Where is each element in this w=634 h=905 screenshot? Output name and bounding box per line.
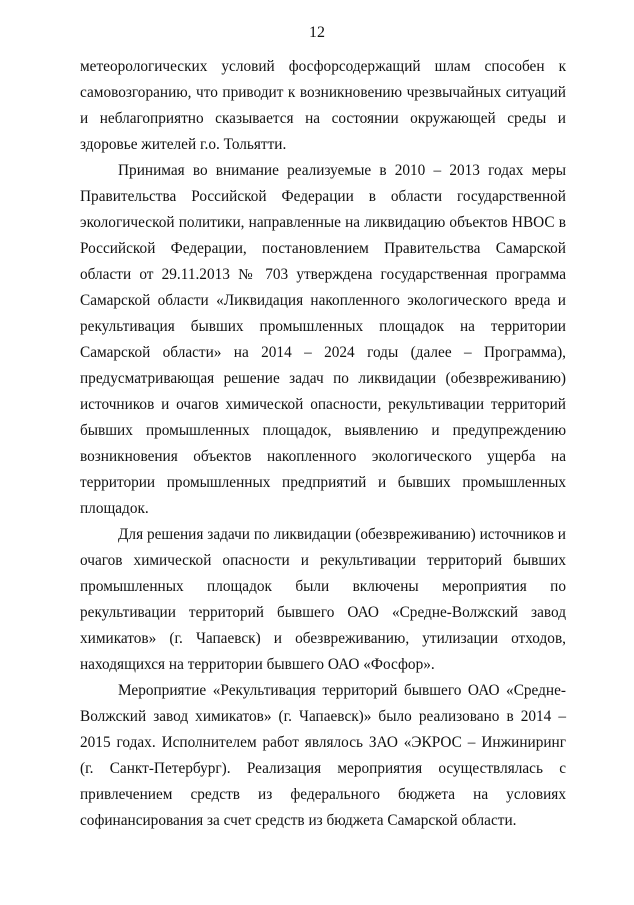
paragraph-program-approval: Принимая во внимание реализуемые в 2010 – 2013 годах меры Правительства Российской Федерации в области государственной экологической политики, направленные на ликвидацию объектов НВОС в Российской Федерации, постановлением Правительства Самарской области от 29.11.2013 № 703 утверждена государственная программа Самарской области «Ликвидация накопленного экологического вреда и рекультивация бывших промышленных площадок на территории Самарской области» на 2014 – 2024 годы (далее – Программа), предусматривающая решение задач по ликвидации (обезвреживанию) источников и очагов химической опасности, рекультивации территорий бывших промышленных площадок, выявлению и предупреждению возникновения объектов накопленного экологического ущерба на территории промышленных предприятий и бывших промышленных площадок. [80,162,566,517]
paragraph-measures-included: Для решения задачи по ликвидации (обезвреживанию) источников и очагов химической опасности и рекультивации территорий бывших промышленных площадок были включены мероприятия по рекультивации территорий бывшего ОАО «Средне-Волжский завод химикатов» (г. Чапаевск) и обезвреживанию, утилизации отходов, находящихся на территории бывшего ОАО «Фосфор». [80,526,566,673]
document-body [80,54,566,834]
paragraph-measure-implementation: Мероприятие «Рекультивация территорий бывшего ОАО «Средне-Волжский завод химикатов» (г. Чапаевск)» было реализовано в 2014 – 2015 годах. Исполнителем работ являлось ЗАО «ЭКРОС – Инжиниринг (г. Санкт-Петербург). Реализация мероприятия осуществлялась с привлечением средств из федерального бюджета на условиях софинансирования за счет средств из бюджета Самарской области. [80,682,566,829]
page-number: 12 [309,24,325,41]
paragraph-continuation: метеорологических условий фосфорсодержащий шлам способен к самовозгоранию, что приводит к возникновению чрезвычайных ситуаций и неблагоприятно сказывается на состоянии окружающей среды и здоровье жителей г.о. Тольятти. [80,58,566,153]
